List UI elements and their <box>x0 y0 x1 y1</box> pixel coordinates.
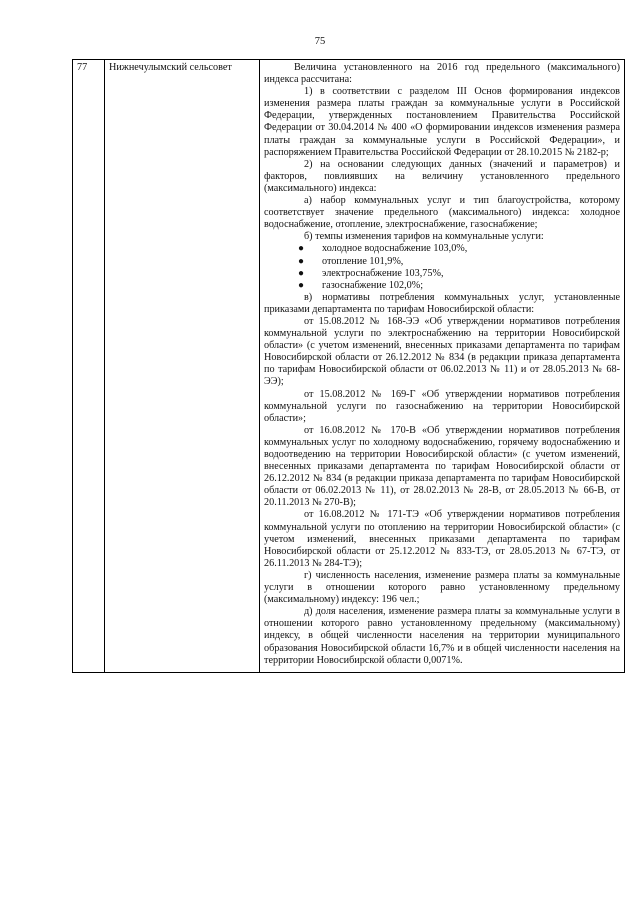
paragraph-b: б) темпы изменения тарифов на коммунальные услуги: <box>304 231 544 243</box>
order-169-g: от 15.08.2012 № 169-Г «Об утверждении нормативов потребления коммунальной услуги по газоснабжению на территории Новосибирской области»; <box>264 388 620 424</box>
row-number-cell <box>73 60 105 673</box>
order-168-ee: от 15.08.2012 № 168-ЭЭ «Об утверждении нормативов потребления коммунальной услуги по электроснабжению на территории Новосибирской области» (с учетом изменений, внесенных приказами департамента по тарифам Новосибирской области от 26.12.2012 № 834 (в редакции приказа департамента по тарифам Новосибирской области от 06.02.2013 № 11) и от 28.05.2013 № 68-ЭЭ); <box>264 315 620 388</box>
paragraph-1: 1) в соответствии с разделом III Основ формирования индексов изменения размера платы граждан за коммунальные услуги в Российской Федерации, утвержденных постановлением Правительства Российской Федерации от 30.04.2014 № 400 «О формировании индексов изменения размера платы граждан за коммунальные услуги в Российской Федерации», и распоряжением Правительства Российской Федерации от 28.10.2015 № 2182-р; <box>264 86 620 158</box>
tariff-text: газоснабжение 102,0%; <box>322 279 424 291</box>
paragraph-v: в) нормативы потребления коммунальных услуг, установленные приказами департамента по тарифам Новосибирской области: <box>264 291 620 315</box>
order-171-te: от 16.08.2012 № 171-ТЭ «Об утверждении нормативов потребления коммунальной услуги по отоплению на территории Новосибирской области» (с учетом изменений, внесенных приказами департамента по тарифам Новосибирской области от 25.12.2012 № 833-ТЭ, от 28.05.2013 № 67-ТЭ, от 26.11.2013 № 284-ТЭ); <box>264 509 620 569</box>
tariff-list <box>264 243 620 291</box>
list-item <box>298 255 620 268</box>
tariff-text: холодное водоснабжение 103,0%, <box>322 243 468 255</box>
paragraph-a: а) набор коммунальных услуг и тип благоустройства, которому соответствует значение предельного (максимального) индекса: холодное водоснабжение, отопление, электроснабжение, газоснабжение; <box>264 195 620 231</box>
paragraph-2: 2) на основании следующих данных (значений и параметров) и факторов, повлиявших на величину установленного предельного (максимального) индекса: <box>264 158 620 194</box>
intro-paragraph: Величина установленного на 2016 год предельного (максимального) индекса рассчитана: <box>264 62 620 86</box>
tariff-text: электроснабжение 103,75%, <box>322 267 444 279</box>
bullet-icon: ● <box>298 267 305 279</box>
bullet-icon: ● <box>298 255 305 267</box>
index-description-cell <box>260 60 625 673</box>
settlement-table <box>72 59 625 673</box>
bullet-icon: ● <box>298 279 305 291</box>
list-item <box>298 243 620 255</box>
bullet-icon: ● <box>298 243 305 255</box>
page-number: 75 <box>314 36 326 47</box>
paragraph-g: г) численность населения, изменение размера платы за коммунальные услуги в отношении которого равно установленному предельному (максимальному) индексу: 196 чел.; <box>264 569 620 606</box>
paragraph-d: д) доля населения, изменение размера платы за коммунальные услуги в отношении которого равно установленному предельному (максимальному) индексу, в общей численности населения на территории муниципального образования Новосибирской области 16,7% и в общей численности населения на территории Новосибирской области 0,0071%. <box>264 606 620 666</box>
row-number: 77 <box>77 62 88 73</box>
settlement-name-cell <box>105 60 260 673</box>
order-170-v: от 16.08.2012 № 170-В «Об утверждении нормативов потребления коммунальных услуг по холодному водоснабжению, горячему водоснабжению и водоотведению на территории Новосибирской области» (с учетом изменений, внесенных приказами департамента по тарифам Новосибирской области от 26.12.2012 № 834 (в редакции приказа департамента по тарифам Новосибирской области от 06.02.2013 № 11), от 28.02.2013 № 28-В, от 28.05.2013 № 66-В, от 20.11.2013 № 270-В); <box>264 424 620 509</box>
settlement-name: Нижнечулымский сельсовет <box>109 62 232 73</box>
tariff-text: отопление 101,9%, <box>322 255 404 267</box>
table-row <box>73 60 625 673</box>
list-item <box>298 267 620 280</box>
list-item <box>298 279 620 292</box>
